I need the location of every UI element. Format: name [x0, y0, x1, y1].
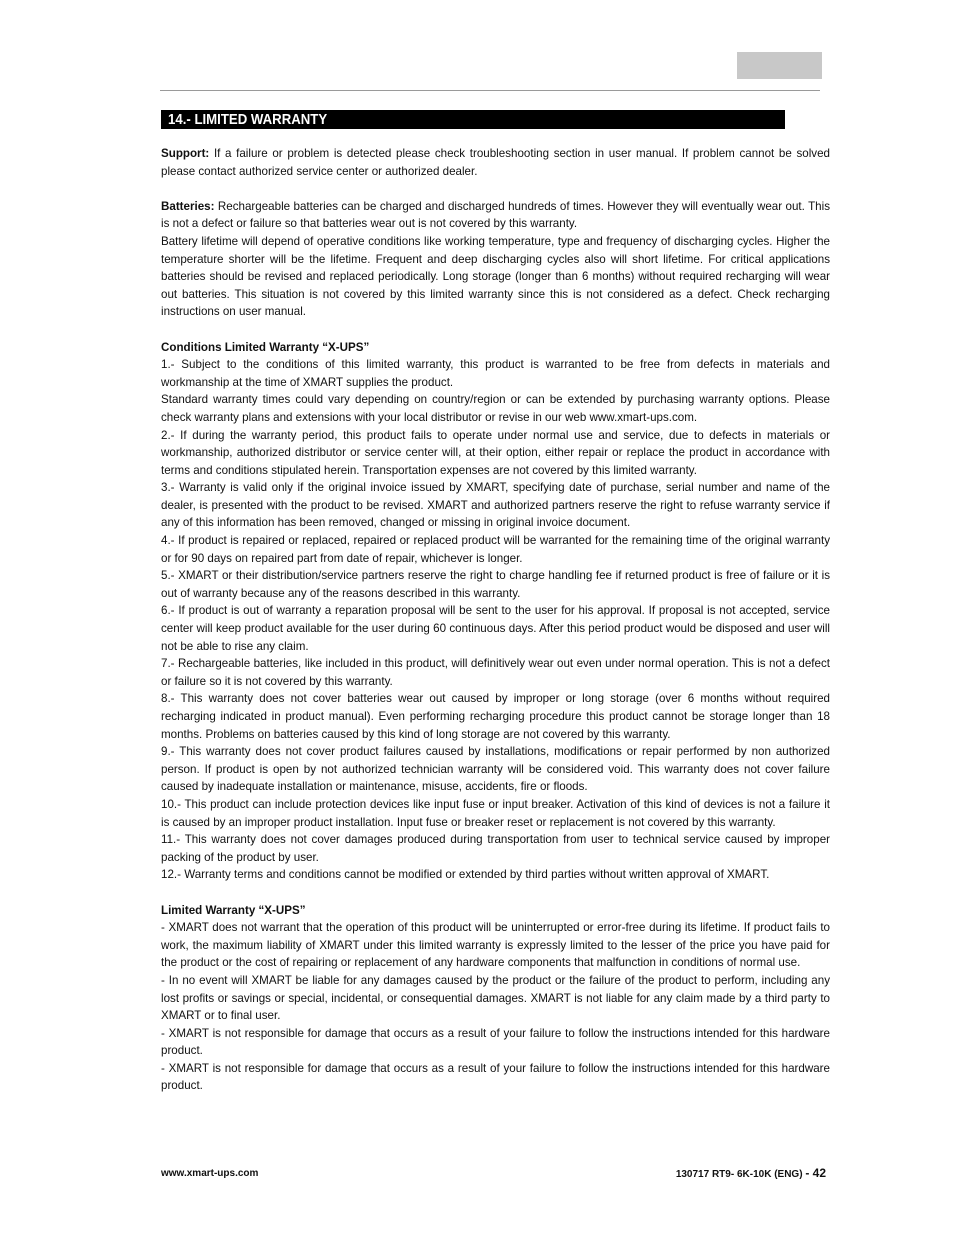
conditions-item: 11.- This warranty does not cover damages produced during transportation from user to technical service caused by improper packing of the product by user.	[161, 833, 830, 864]
support-label: Support:	[161, 147, 210, 160]
batteries-paragraph-2: Battery lifetime will depend of operative conditions like working temperature, type and frequency of discharging cycles. Higher the temperature shorter will be the lifetime. Frequent and deep discharging cycles also will short lifetime. For critical applications batteries should be revised and replaced periodically. Long storage (longer than 6 months) without required recharging will wear out batteries. This situation is not covered by this limited warranty since this is not considered as a defect. Check recharging instructions on user manual.	[161, 234, 830, 319]
batteries-paragraph	[161, 198, 830, 233]
limited-item: - XMART is not responsible for damage that occurs as a result of your failure to follow the instructions intended for this hardware product.	[161, 1026, 830, 1058]
conditions-item: 3.- Warranty is valid only if the original invoice issued by XMART, specifying date of purchase, serial number and name of the dealer, is presented with the product to be revised. XMART and authorized partners reserve the right to refuse warranty service if any of this information has been removed, changed or missing in original invoice document.	[161, 481, 830, 530]
conditions-item: 4.- If product is repaired or replaced, repaired or replaced product will be warranted for the remaining time of the original warranty or for 90 days on repaired part from date of repair, whichever is longer.	[161, 534, 830, 565]
conditions-item: 12.- Warranty terms and conditions cannot be modified or extended by third parties without written approval of XMART.	[161, 868, 770, 882]
limited-item: - In no event will XMART be liable for any damages caused by the product or the failure of the product to perform, including any lost profits or savings or special, incidental, or consequential damages. XMART is not liable for any claim made by a third party to XMART or to final user.	[161, 973, 830, 1023]
footer-website: www.xmart-ups.com	[161, 1168, 259, 1179]
header-rule	[160, 90, 820, 91]
conditions-item: Standard warranty times could vary depending on country/region or can be extended by purchasing warranty options. Please check warranty plans and extensions with your local distributor or revise in our web www.xmart-ups.com.	[161, 393, 830, 424]
conditions-item: 1.- Subject to the conditions of this limited warranty, this product is warranted to be free from defects in materials and workmanship at the time of XMART supplies the product.	[161, 358, 830, 389]
conditions-heading: Conditions Limited Warranty “X-UPS”	[161, 340, 370, 354]
limited-item: - XMART does not warrant that the operation of this product will be uninterrupted or error-free during its lifetime. If product fails to work, the maximum liability of XMART under this limited warranty is expressly limited to the lesser of the price you have paid for the product or the cost of repairing or replacement of any hardware components that malfunction in conditions of normal use.	[161, 921, 830, 970]
document-body	[161, 145, 830, 1095]
batteries-label: Batteries:	[161, 199, 215, 213]
conditions-item: 10.- This product can include protection devices like input fuse or input breaker. Activation of this kind of devices is not a failure it is caused by an improper product installation. Input fuse or breaker reset or replacement is not covered by this warranty.	[161, 797, 830, 829]
footer-page-number: - 42	[805, 1166, 826, 1180]
support-text: If a failure or problem is detected please check troubleshooting section in user manual. If problem cannot be solved please contact authorized service center or authorized dealer.	[161, 147, 830, 178]
conditions-item: 5.- XMART or their distribution/service partners reserve the right to charge handling fee if returned product is free of failure or it is out of warranty because any of the reasons described in this warranty.	[161, 569, 830, 600]
conditions-item: 7.- Rechargeable batteries, like included in this product, will definitively wear out even under normal operation. This is not a defect or failure so it is not covered by this warranty.	[161, 657, 830, 688]
batteries-text: Rechargeable batteries can be charged and discharged hundreds of times. However they will eventually wear out. This is not a defect or failure so that batteries wear out is not covered by this warranty.	[161, 199, 830, 231]
conditions-item: 2.- If during the warranty period, this product fails to operate under normal use and service, due to defects in materials or workmanship, authorized distributor or service center will, at their option, either repair or replace the product in accordance with terms and conditions stipulated herein. Transportation expenses are not covered by this limited warranty.	[161, 428, 830, 477]
conditions-item: 9.- This warranty does not cover product failures caused by installations, modifications or repair performed by non authorized person. If product is open by not authorized technician warranty will be considered void. This warranty does not cover failure caused by inadequate installation or maintenance, misuse, accidents, fire or floods.	[161, 745, 830, 794]
header-grey-tab	[737, 52, 822, 79]
conditions-item: 6.- If product is out of warranty a reparation proposal will be sent to the user for his approval. If proposal is not accepted, service center will keep product available for the user during 60 continuous days. After this period product would be disposed and user will not be able to rise any claim.	[161, 604, 830, 653]
support-paragraph	[161, 145, 830, 180]
footer-doc-code: 130717 RT9- 6K-10K (ENG)	[675, 1169, 803, 1180]
section-title-bar	[161, 110, 785, 129]
limited-item: - XMART is not responsible for damage that occurs as a result of your failure to follow the instructions intended for this hardware product.	[161, 1061, 830, 1093]
conditions-item: 8.- This warranty does not cover batteries wear out caused by improper or long storage (over 6 months without required recharging indicated in product manual). Even performing recharging procedure this product cannot be storage longer than 18 months. Problems on batteries caused by this kind of long storage are not covered by this warranty.	[161, 692, 830, 741]
footer-doc-info	[676, 1166, 826, 1180]
limited-heading: Limited Warranty “X-UPS”	[161, 903, 306, 917]
section-title: 14.- LIMITED WARRANTY	[168, 111, 328, 128]
